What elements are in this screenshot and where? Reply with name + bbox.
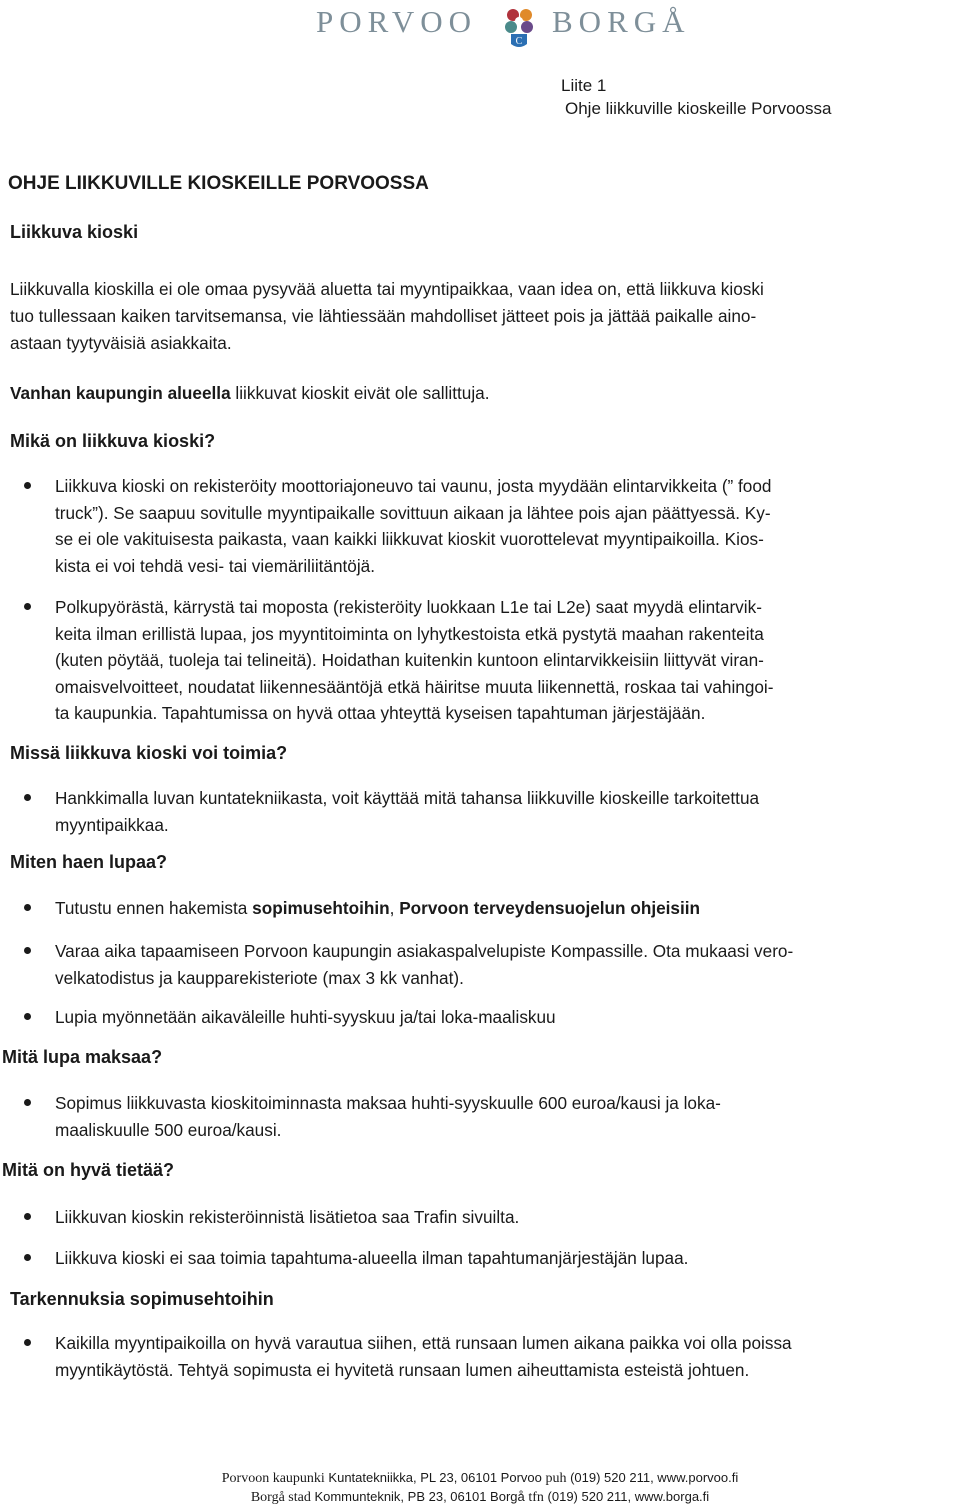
heading-terms-clarifications: Tarkennuksia sopimusehtoihin [10, 1289, 274, 1309]
bullet-icon [24, 1254, 31, 1261]
old-town-bold: Vanhan kaupungin alueella [10, 383, 231, 403]
footer-phone: (019) 520 211, www.borga.fi [543, 1489, 710, 1504]
page-title: OHJE LIIKKUVILLE KIOSKEILLE PORVOOSSA [8, 173, 429, 194]
bullet-line: Sopimus liikkuvasta kioskitoiminnasta maksaa huhti-syyskuulle 600 euroa/kausi ja loka- [55, 1093, 721, 1113]
bullet-text: Tutustu ennen hakemista [55, 898, 253, 918]
bullet-icon [24, 904, 31, 911]
city-logo-icon [493, 0, 545, 50]
bullet-line: Liikkuva kioski ei saa toimia tapahtuma-alueella ilman tapahtumanjärjestäjän lupaa. [55, 1248, 689, 1268]
bullet-line: myyntikäytöstä. Tehtyä sopimusta ei hyvitetä runsaan lumen aiheuttamista esteistä johtuen. [55, 1359, 750, 1380]
intro-line: Liikkuvalla kioskilla ei ole omaa pysyvää aluetta tai myyntipaikkaa, vaan idea on, että liikkuva kioski [10, 279, 764, 299]
intro-line: astaan tyytyväisiä asiakkaita. [10, 333, 232, 353]
bullet-line: ta kaupunkia. Tapahtumissa on hyvä ottaa yhteyttä kyseisen tapahtuman järjestäjään. [55, 703, 706, 723]
heading-cost: Mitä lupa maksaa? [2, 1047, 163, 1067]
bullet-line: kista ei voi tehdä vesi- tai viemäriliitäntöjä. [55, 555, 376, 576]
bullet-icon [24, 1099, 31, 1106]
appendix-label: Liite 1 [561, 76, 607, 95]
svg-text:C: C [515, 36, 523, 47]
bullet-line: truck”). Se saapuu sovitulle myyntipaikalle sovittuun aikaan ja lähtee pois ajan päättyessä. Ky- [55, 502, 771, 523]
appendix-subtitle: Ohje liikkuville kioskeille Porvoossa [565, 99, 832, 118]
heading-good-to-know: Mitä on hyvä tietää? [2, 1160, 175, 1180]
terms-link[interactable]: sopimusehtoihin [252, 898, 390, 918]
footer-address: Kuntatekniikka, PL 23, 06101 Porvoo [324, 1470, 546, 1485]
bullet-line: Kaikilla myyntipaikoilla on hyvä varautua siihen, että runsaan lumen aikana paikka voi olla poissa [55, 1333, 792, 1353]
footer-phone-label: puh [545, 1471, 567, 1486]
heading-where: Missä liikkuva kioski voi toimia? [10, 743, 288, 763]
bullet-icon [24, 1213, 31, 1220]
bullet-icon [24, 1013, 31, 1020]
bullet-line: Liikkuva kioski on rekisteröity moottoriajoneuvo tai vaunu, josta myydään elintarvikkeita (” food [55, 476, 772, 496]
footer-line-porvoo [0, 1470, 960, 1487]
heading-mobile-kiosk: Liikkuva kioski [10, 222, 139, 242]
intro-paragraph [10, 276, 940, 357]
intro-line: tuo tullessaan kaiken tarvitsemansa, vie lähtiessään mahdolliset jätteet pois ja jättää paikalle aino- [10, 306, 757, 326]
footer-address: Kommunteknik, PB 23, 06101 Borgå [310, 1489, 529, 1504]
footer-phone: (019) 520 211, www.porvoo.fi [566, 1470, 739, 1485]
old-town-rest: liikkuvat kioskit eivät ole sallittuja. [230, 383, 490, 403]
health-guidelines-link[interactable]: Porvoon terveydensuojelun ohjeisiin [399, 898, 701, 918]
bullet-icon [24, 794, 31, 801]
heading-how-to-apply: Miten haen lupaa? [10, 852, 168, 872]
bullet-icon [24, 482, 31, 489]
bullet-line: Varaa aika tapaamiseen Porvoon kaupungin asiakaspalvelupiste Kompassille. Ota mukaasi vero- [55, 941, 794, 961]
bullet-icon [24, 603, 31, 610]
bullet-line: Polkupyörästä, kärrystä tai moposta (rekisteröity luokkaan L1e tai L2e) saat myydä elintarvik- [55, 597, 762, 617]
bullet-line: Hankkimalla luvan kuntatekniikasta, voit käyttää mitä tahansa liikkuville kioskeille tarkoitettua [55, 788, 760, 808]
bullet-line: se ei ole vakituisesta paikasta, vaan kaikki liikkuvat kioskit vuorottelevat myyntipaikoilla. Kios- [55, 529, 764, 549]
bullet-line: keita ilman erillistä lupaa, jos myyntitoiminta on lyhytkestoista etkä pystytä maahan rakenteita [55, 623, 764, 644]
footer-org: Borgå stad [250, 1490, 311, 1505]
footer-phone-label: tfn [528, 1490, 544, 1505]
footer-org: Porvoon kaupunki [221, 1471, 325, 1486]
old-town-note [10, 380, 940, 407]
bullet-line: (kuten pöytää, tuoleja tai telineitä). Hoidathan kuitenkin kuntoon elintarvikkeisiin liittyvät viran- [55, 650, 764, 670]
logo-text-porvoo: PORVOO [316, 4, 477, 39]
footer-line-borga [0, 1489, 960, 1506]
logo-text-borga: BORGÅ [552, 4, 691, 39]
bullet-line: omaisvelvoitteet, noudatat liikennesääntöjä etkä häiritse muuta liikennettä, roskaa tai vahingoi- [55, 676, 774, 697]
bullet-line: velkatodistus ja kaupparekisteriote (max 3 kk vanhat). [55, 967, 464, 988]
bullet-line: maaliskuulle 500 euroa/kausi. [55, 1119, 282, 1140]
bullet-line: Liikkuvan kioskin rekisteröinnistä lisätietoa saa Trafin sivuilta. [55, 1207, 520, 1227]
bullet-line: myyntipaikkaa. [55, 814, 169, 835]
bullet-separator: , [389, 898, 400, 918]
heading-what-is: Mikä on liikkuva kioski? [10, 431, 216, 451]
bullet-line: Lupia myönnetään aikaväleille huhti-syyskuu ja/tai loka-maaliskuu [55, 1007, 556, 1027]
bullet-icon [24, 1339, 31, 1346]
bullet-icon [24, 947, 31, 954]
